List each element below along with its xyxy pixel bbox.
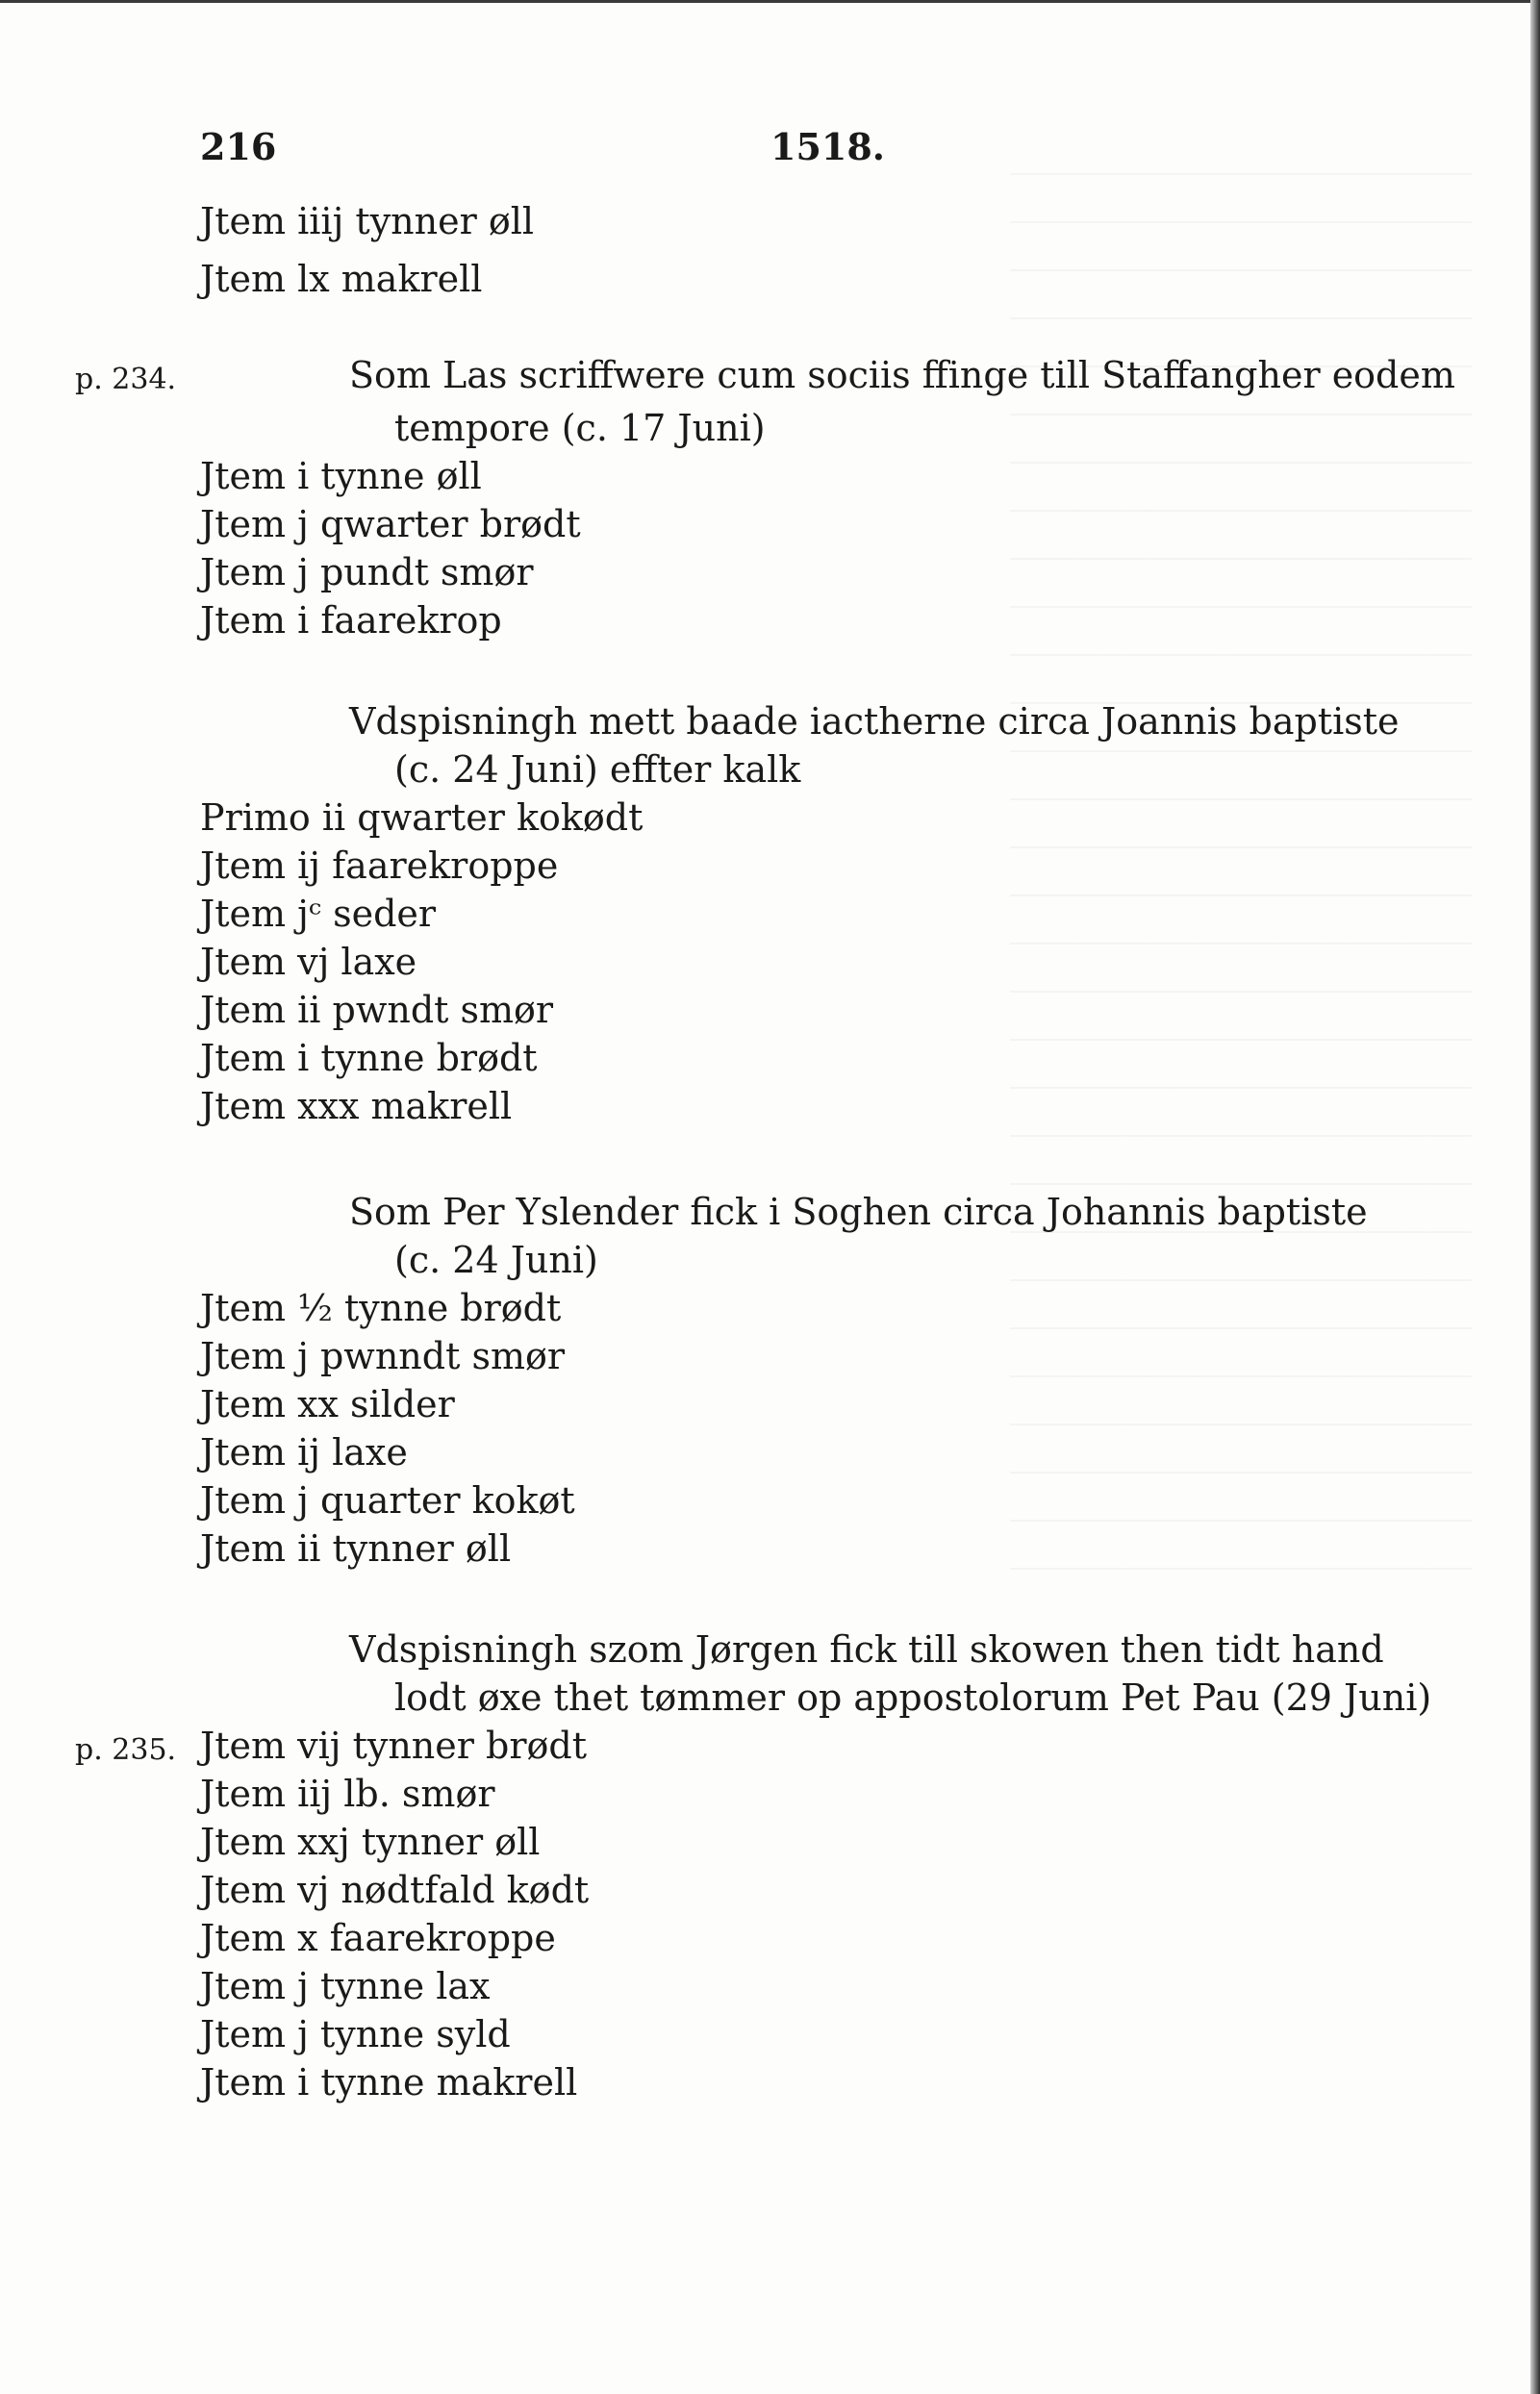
- section-heading: Vdspisningh szom Jørgen fick till skowen then tidt hand: [349, 1628, 1384, 1671]
- text-line: Jtem ii tynner øll: [200, 1527, 512, 1570]
- section-heading: (c. 24 Juni) effter kalk: [394, 748, 801, 791]
- text-line: Jtem lx makrell: [200, 258, 483, 300]
- margin-note: p. 235.: [75, 1733, 177, 1767]
- section-heading: Som Per Yslender fick i Soghen circa Johannis baptiste: [349, 1191, 1368, 1233]
- text-line: Jtem vj laxe: [200, 941, 417, 983]
- text-line: Jtem ½ tynne brødt: [200, 1287, 562, 1329]
- page-right-edge: [1530, 0, 1540, 2394]
- text-line: Jtem j pwnndt smør: [200, 1335, 566, 1377]
- text-line: Jtem ii pwndt smør: [200, 989, 554, 1031]
- text-line: Jtem x faarekroppe: [200, 1917, 556, 1959]
- section-heading: (c. 24 Juni): [394, 1239, 598, 1281]
- text-line: Jtem xx silder: [200, 1383, 455, 1425]
- page-top-edge: [0, 0, 1540, 3]
- section-heading: Som Las scriffwere cum sociis ffinge till Staffangher eodem: [349, 354, 1455, 396]
- section-heading: lodt øxe thet tømmer op appostolorum Pet Pau (29 Juni): [394, 1676, 1432, 1719]
- text-line: Jtem jᶜ seder: [200, 893, 437, 935]
- text-line: Jtem xxx makrell: [200, 1085, 513, 1127]
- text-line: Jtem i tynne øll: [200, 455, 482, 497]
- text-line: Jtem j tynne lax: [200, 1965, 491, 2007]
- text-line: Jtem iiij tynner øll: [200, 200, 535, 242]
- section-heading: tempore (c. 17 Juni): [394, 407, 766, 449]
- text-line: Jtem i faarekrop: [200, 599, 502, 642]
- text-line: Jtem j tynne syld: [200, 2013, 511, 2055]
- page-number: 216: [200, 125, 277, 168]
- section-heading: Vdspisningh mett baade iactherne circa Joannis baptiste: [349, 700, 1400, 743]
- page-year: 1518.: [770, 125, 885, 168]
- margin-note: p. 234.: [75, 363, 177, 396]
- text-line: Jtem j pundt smør: [200, 551, 534, 593]
- text-line: Jtem ij laxe: [200, 1431, 408, 1474]
- text-line: Jtem vij tynner brødt: [200, 1725, 587, 1767]
- text-line: Primo ii qwarter kokødt: [200, 796, 644, 839]
- text-line: Jtem ij faarekroppe: [200, 844, 559, 887]
- text-line: Jtem i tynne makrell: [200, 2061, 578, 2104]
- text-line: Jtem i tynne brødt: [200, 1037, 538, 1079]
- text-line: Jtem iij lb. smør: [200, 1773, 495, 1815]
- text-line: Jtem vj nødtfald kødt: [200, 1869, 590, 1911]
- text-line: Jtem j quarter kokøt: [200, 1479, 575, 1522]
- text-line: Jtem xxj tynner øll: [200, 1821, 541, 1863]
- text-line: Jtem j qwarter brødt: [200, 503, 581, 545]
